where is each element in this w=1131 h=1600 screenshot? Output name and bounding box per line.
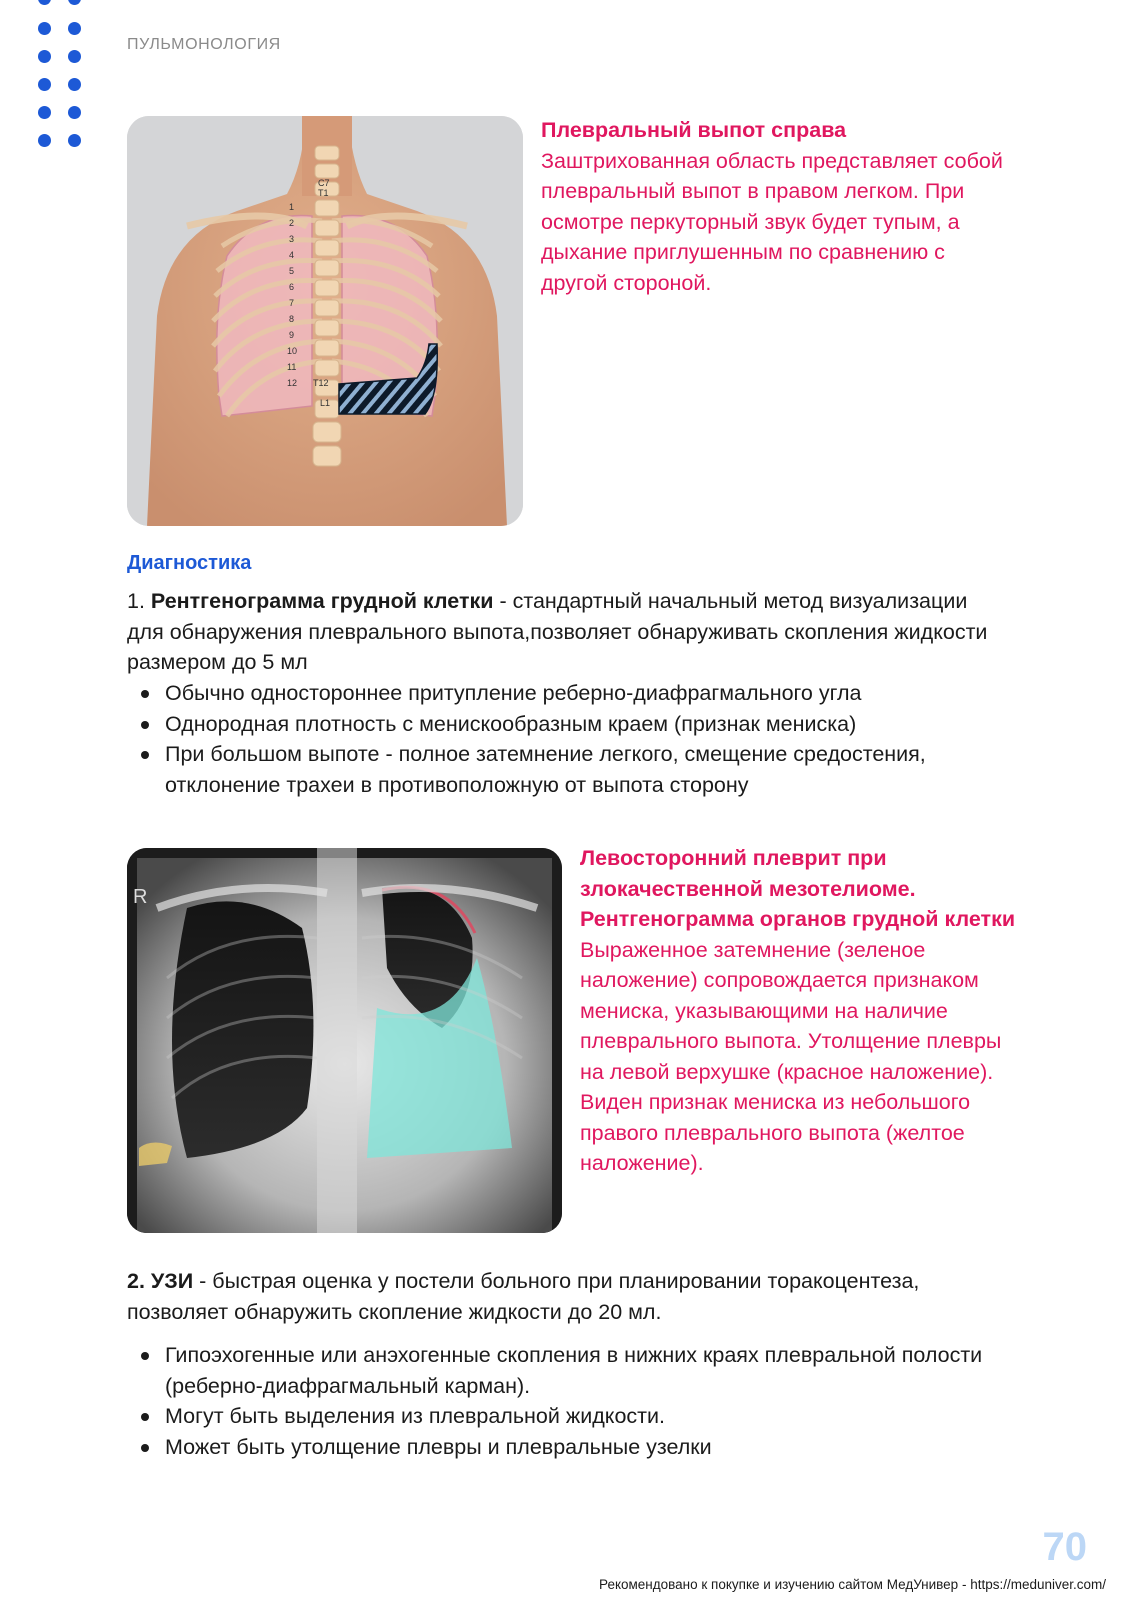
dot [38,50,51,63]
item-number: 2. [127,1269,151,1293]
item-text: - быстрая оценка у постели больного при планировании торакоцентеза, позволяет обнаружить скопление жидкости до 20 мл. [127,1269,920,1324]
vertebra-label: T1 [318,188,329,198]
ultrasound-findings-list [127,1340,1007,1462]
diagnostics-item-1 [127,586,1007,678]
rib-number: 11 [287,362,297,372]
page-number: 70 [1042,1525,1087,1569]
dot [38,134,51,147]
item-number: 1. [127,589,151,613]
rib-number: 2 [289,218,295,228]
xray-findings-list [127,678,1007,800]
figure1-caption-body: Заштрихованная область представляет собой плевральный выпот в правом легком. При осмотре перкуторный звук будет тупым, а дыхание приглушенным по сравнению с другой стороной. [541,148,1003,295]
rib-number: 7 [289,298,295,308]
footer-note: Рекомендовано к покупке и изучению сайтом МедУнивер - https://meduniver.com/ [599,1577,1106,1592]
xray-side-marker: R [133,886,148,908]
vertebra-label: L1 [320,398,331,408]
rib-number: 4 [289,250,295,260]
back-lung-illustration [127,116,523,526]
list-item: Гипоэхогенные или анэхогенные скопления в нижних краях плевральной полости (реберно-диафрагмальный карман). [127,1340,1007,1401]
rib-number: 10 [287,346,298,356]
figure2-caption-title: Левосторонний плеврит при злокачественной мезотелиоме. Рентгенограмма органов грудной клетки [580,846,1016,931]
dot [68,22,81,35]
item-text: - стандартный начальный метод визуализации для обнаружения плеврального выпота,позволяет обнаруживать скопления жидкости размером до 5 мл [127,589,988,674]
rib-number: 5 [289,266,295,276]
vertebra-label: C7 [318,178,330,188]
list-item: Может быть утолщение плевры и плевральные узелки [127,1432,1007,1463]
figure2-caption [580,843,1020,1179]
dot [68,134,81,147]
chest-xray-image [127,848,562,1233]
item-term: УЗИ [150,1269,194,1293]
rib-number: 9 [289,330,295,340]
decorative-dot-grid [38,0,98,157]
figure1-caption [541,115,1011,298]
dot [38,22,51,35]
rib-number: 6 [289,282,295,292]
dot [68,78,81,91]
rib-number: 12 [287,378,298,388]
list-item: При большом выпоте - полное затемнение легкого, смещение средостения, отклонение трахеи в противоположную от выпота сторону [127,739,1007,800]
rib-number: 3 [289,234,295,244]
list-item: Обычно одностороннее притупление реберно-диафрагмального угла [127,678,1007,709]
figure1-caption-title: Плевральный выпот справа [541,118,847,142]
rib-number: 1 [289,202,295,212]
dot [38,78,51,91]
dot [38,106,51,119]
dot [68,50,81,63]
dot [38,0,51,5]
section-label: ПУЛЬМОНОЛОГИЯ [127,36,281,53]
item-term: Рентгенограмма грудной клетки [150,589,494,613]
diagnostics-heading: Диагностика [127,552,252,574]
list-item: Однородная плотность с менискообразным краем (признак мениска) [127,709,1007,740]
vertebra-label: T12 [313,378,329,388]
diagnostics-item-2 [127,1266,1007,1327]
dot [68,106,81,119]
list-item: Могут быть выделения из плевральной жидкости. [127,1401,1007,1432]
figure2-caption-body: Выраженное затемнение (зеленое наложение) сопровождается признаком мениска, указывающими на наличие плеврального выпота. Утолщение плевры на левой верхушке (красное наложение). Виден признак мениска из небольшого правого плеврального выпота (желтое наложение). [580,937,1002,1175]
rib-number: 8 [289,314,295,324]
dot [68,0,81,5]
